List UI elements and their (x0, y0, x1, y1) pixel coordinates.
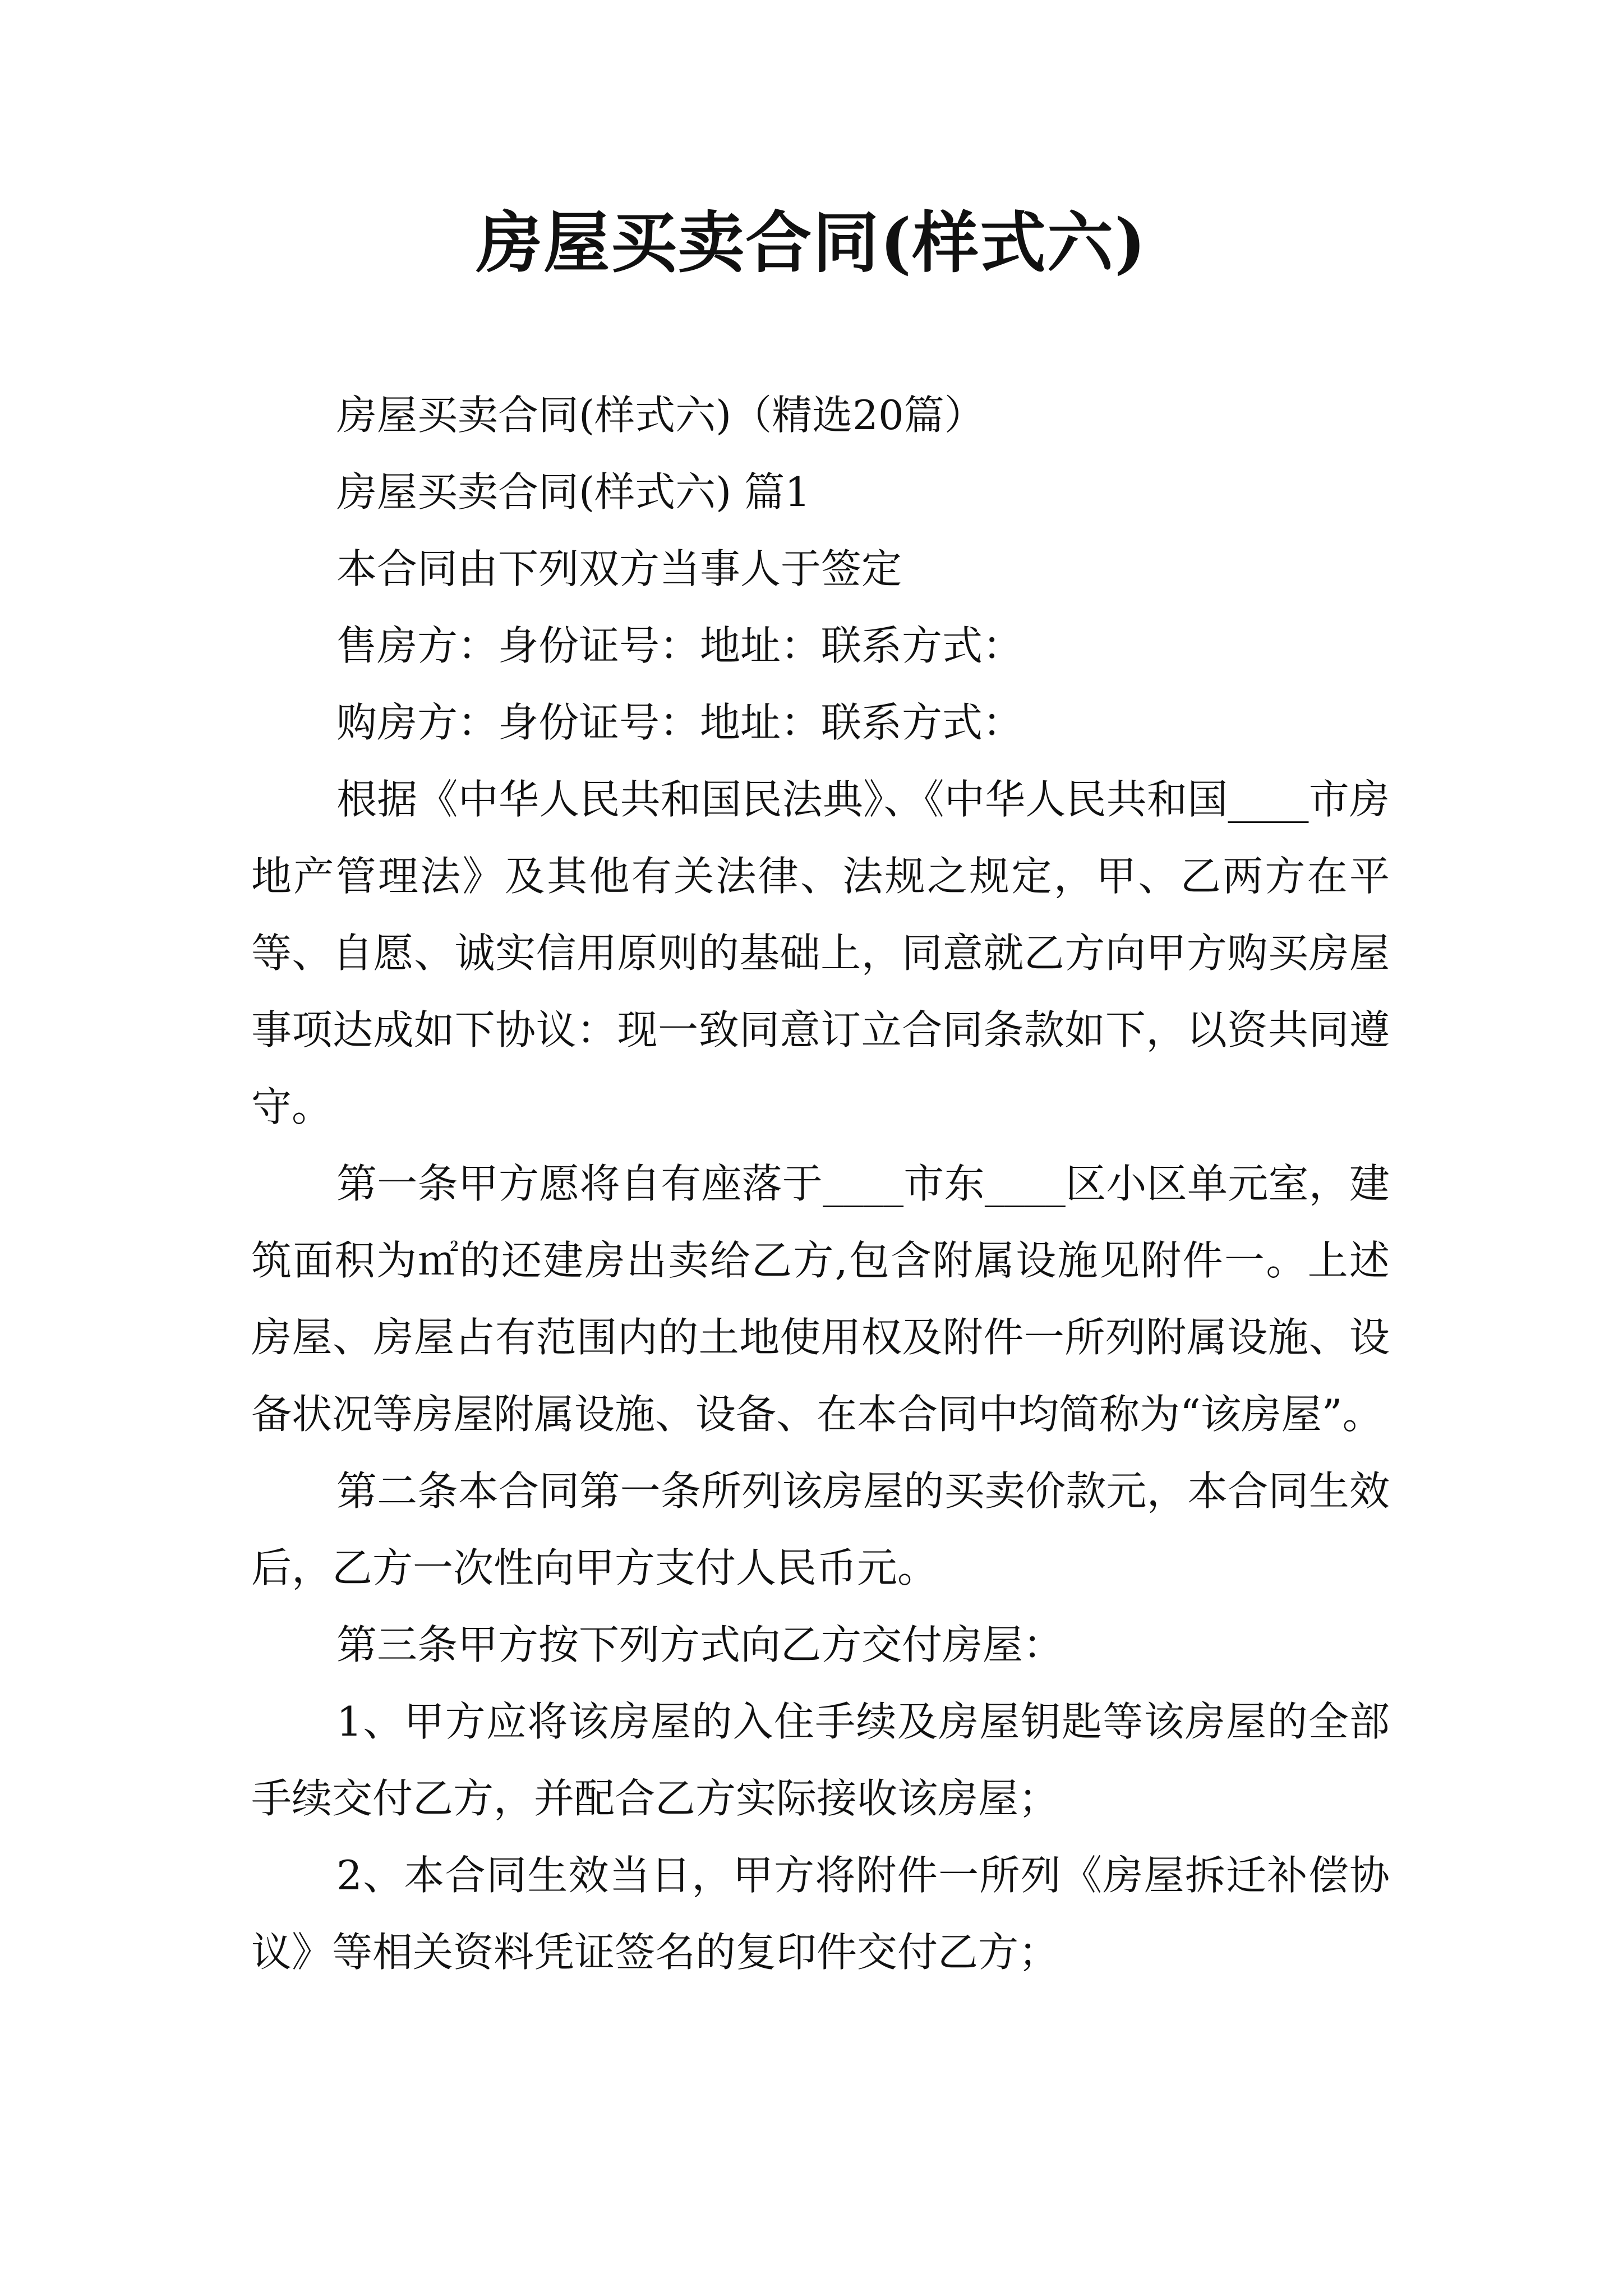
paragraph-item-2: 2、本合同生效当日，甲方将附件一所列《房屋拆迁补偿协议》等相关资料凭证签名的复印件交付乙方； (251, 1852, 1390, 1976)
paragraph-article-2: 第二条本合同第一条所列该房屋的买卖价款元，本合同生效后，乙方一次性向甲方支付人民币元。 (251, 1467, 1390, 1591)
paragraph-item-1: 1、甲方应将该房屋的入住手续及房屋钥匙等该房屋的全部手续交付乙方，并配合乙方实际接收该房屋； (251, 1698, 1390, 1822)
paragraph-seller: 售房方：身份证号：地址：联系方式： (336, 622, 1023, 669)
paragraph-article-3: 第三条甲方按下列方式向乙方交付房屋： (336, 1621, 1064, 1668)
paragraph-legal-basis: 根据《中华人民共和国民法典》、《中华人民共和国____市房地产管理法》及其他有关法律、法规之规定，甲、乙两方在平等、自愿、诚实信用原则的基础上，同意就乙方向甲方购买房屋事项达成如下协议：现一致同意订立合同条款如下，以资共同遵守。 (251, 776, 1390, 1130)
document-title: 房屋买卖合同(样式六) (476, 204, 1147, 282)
paragraph-intro: 本合同由下列双方当事人于签定 (336, 545, 902, 592)
paragraph-section-heading: 房屋买卖合同(样式六) 篇1 (336, 468, 810, 516)
paragraph-subtitle: 房屋买卖合同(样式六)（精选20篇） (336, 392, 985, 439)
paragraph-article-1: 第一条甲方愿将自有座落于____市东____区小区单元室，建筑面积为㎡的还建房出卖给乙方,包含附属设施见附件一。上述房屋、房屋占有范围内的土地使用权及附件一所列附属设施、设备状况等房屋附属设施、设备、在本合同中均简称为“该房屋”。 (251, 1160, 1390, 1438)
paragraph-buyer: 购房方：身份证号：地址：联系方式： (336, 699, 1023, 746)
document-body (251, 377, 1390, 1991)
